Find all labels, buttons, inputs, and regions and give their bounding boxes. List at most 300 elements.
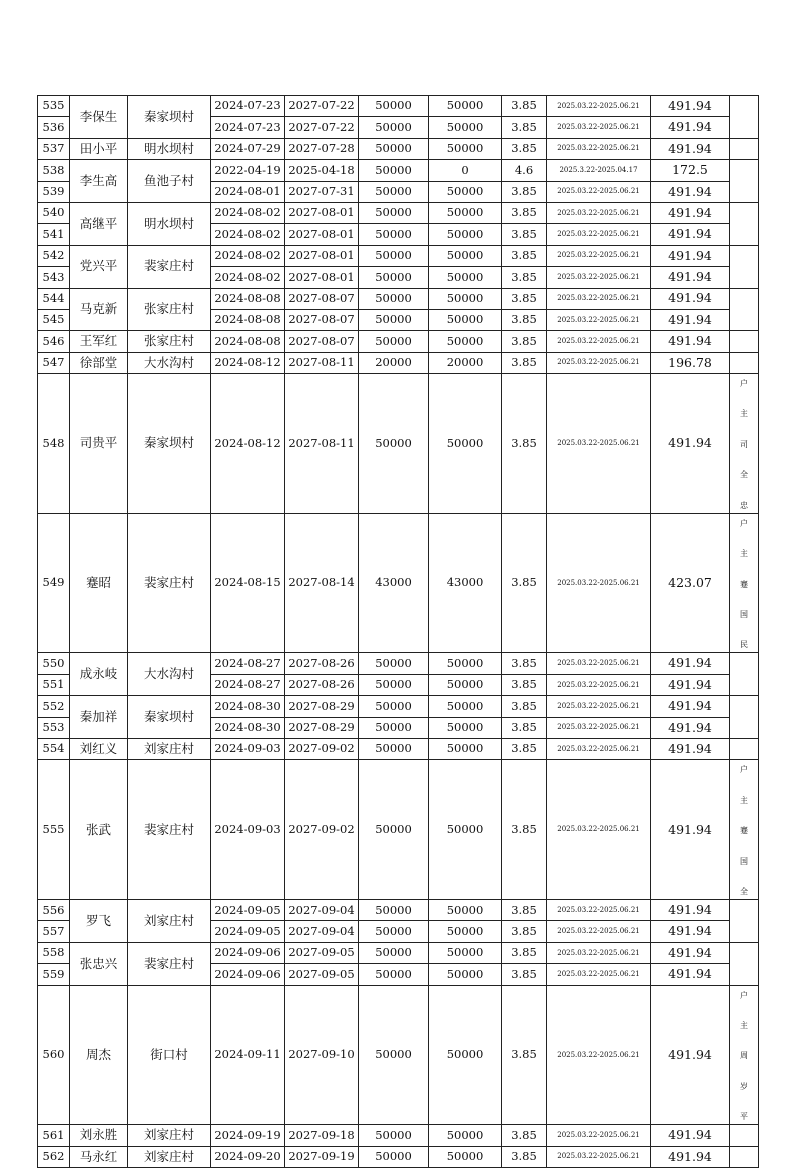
cell-rate: 3.85 [502,352,547,373]
cell-no: 549 [38,513,70,653]
cell-end: 2027-08-29 [285,696,359,717]
cell-end: 2027-09-05 [285,942,359,963]
cell-no: 542 [38,245,70,266]
cell-balance: 50000 [429,224,502,245]
cell-village: 裴家庄村 [128,760,211,900]
cell-rate: 3.85 [502,374,547,514]
cell-balance: 50000 [429,985,502,1125]
cell-end: 2027-08-26 [285,674,359,695]
cell-village: 刘家庄村 [128,1125,211,1146]
cell-end: 2027-08-26 [285,653,359,674]
cell-rate: 3.85 [502,245,547,266]
cell-balance: 20000 [429,352,502,373]
cell-rate: 3.85 [502,288,547,309]
cell-balance: 50000 [429,331,502,352]
cell-interest: 491.94 [651,739,730,760]
cell-end: 2027-09-18 [285,1125,359,1146]
cell-village: 刘家庄村 [128,739,211,760]
cell-start: 2024-08-08 [211,309,285,330]
cell-loan: 50000 [359,760,429,900]
cell-name: 王军红 [70,331,128,352]
cell-village: 大水沟村 [128,653,211,696]
cell-end: 2027-07-22 [285,117,359,138]
cell-no: 559 [38,964,70,985]
cell-end: 2027-08-07 [285,309,359,330]
cell-period: 2025.03.22-2025.06.21 [547,374,651,514]
cell-name: 田小平 [70,138,128,159]
cell-no: 541 [38,224,70,245]
cell-start: 2024-07-29 [211,138,285,159]
cell-no: 537 [38,138,70,159]
cell-start: 2024-08-08 [211,331,285,352]
cell-period: 2025.03.22-2025.06.21 [547,513,651,653]
cell-end: 2027-08-01 [285,202,359,223]
cell-period: 2025.03.22-2025.06.21 [547,288,651,309]
cell-balance: 50000 [429,674,502,695]
cell-start: 2024-07-23 [211,96,285,117]
cell-no: 538 [38,160,70,181]
cell-remark [730,331,759,352]
cell-village: 街口村 [128,985,211,1125]
cell-rate: 3.85 [502,309,547,330]
cell-loan: 50000 [359,739,429,760]
cell-end: 2027-09-19 [285,1146,359,1167]
cell-balance: 50000 [429,1125,502,1146]
cell-interest: 491.94 [651,964,730,985]
table-row [38,760,759,900]
cell-loan: 50000 [359,160,429,181]
cell-no: 560 [38,985,70,1125]
cell-period: 2025.03.22-2025.06.21 [547,202,651,223]
cell-balance: 50000 [429,117,502,138]
cell-no: 544 [38,288,70,309]
cell-end: 2027-08-11 [285,352,359,373]
cell-end: 2027-09-04 [285,921,359,942]
cell-remark: 户 主 蹇 国 民 [730,513,759,653]
cell-name: 马永红 [70,1146,128,1167]
cell-start: 2024-09-19 [211,1125,285,1146]
cell-balance: 50000 [429,374,502,514]
cell-interest: 491.94 [651,900,730,921]
cell-period: 2025.03.22-2025.06.21 [547,1125,651,1146]
cell-name: 司贵平 [70,374,128,514]
cell-end: 2027-09-02 [285,739,359,760]
cell-no: 556 [38,900,70,921]
cell-start: 2024-08-08 [211,288,285,309]
cell-no: 548 [38,374,70,514]
cell-village: 裴家庄村 [128,942,211,985]
table-row [38,96,759,117]
cell-period: 2025.03.22-2025.06.21 [547,717,651,738]
cell-interest: 196.78 [651,352,730,373]
table-row [38,696,759,717]
cell-village: 张家庄村 [128,331,211,352]
cell-interest: 172.5 [651,160,730,181]
cell-period: 2025.03.22-2025.06.21 [547,985,651,1125]
cell-end: 2027-07-28 [285,138,359,159]
cell-start: 2024-08-30 [211,696,285,717]
table-row [38,1125,759,1146]
cell-rate: 3.85 [502,181,547,202]
cell-period: 2025.03.22-2025.06.21 [547,942,651,963]
cell-period: 2025.03.22-2025.06.21 [547,96,651,117]
cell-no: 557 [38,921,70,942]
cell-start: 2024-08-27 [211,653,285,674]
cell-loan: 43000 [359,513,429,653]
cell-loan: 50000 [359,181,429,202]
cell-name: 李保生 [70,96,128,139]
cell-start: 2024-08-01 [211,181,285,202]
cell-start: 2024-08-02 [211,202,285,223]
cell-no: 551 [38,674,70,695]
cell-interest: 491.94 [651,696,730,717]
cell-balance: 50000 [429,288,502,309]
cell-end: 2027-07-22 [285,96,359,117]
cell-rate: 3.85 [502,717,547,738]
table-row [38,653,759,674]
cell-rate: 3.85 [502,653,547,674]
cell-no: 539 [38,181,70,202]
table-row [38,985,759,1125]
cell-start: 2024-09-05 [211,921,285,942]
cell-balance: 50000 [429,900,502,921]
cell-end: 2025-04-18 [285,160,359,181]
table-row [38,160,759,181]
loan-interest-table [37,95,759,1168]
table-row [38,138,759,159]
cell-interest: 491.94 [651,921,730,942]
cell-interest: 491.94 [651,653,730,674]
cell-rate: 4.6 [502,160,547,181]
cell-no: 555 [38,760,70,900]
cell-start: 2022-04-19 [211,160,285,181]
cell-rate: 3.85 [502,1146,547,1167]
cell-loan: 20000 [359,352,429,373]
cell-name: 蹇昭 [70,513,128,653]
cell-period: 2025.03.22-2025.06.21 [547,138,651,159]
cell-name: 李生高 [70,160,128,203]
cell-period: 2025.03.22-2025.06.21 [547,1146,651,1167]
cell-start: 2024-09-06 [211,942,285,963]
table-row [38,1146,759,1167]
cell-interest: 491.94 [651,985,730,1125]
table-row [38,900,759,921]
cell-interest: 491.94 [651,288,730,309]
cell-name: 张武 [70,760,128,900]
cell-rate: 3.85 [502,267,547,288]
cell-loan: 50000 [359,653,429,674]
cell-interest: 491.94 [651,267,730,288]
cell-name: 刘永胜 [70,1125,128,1146]
cell-village: 张家庄村 [128,288,211,331]
cell-interest: 491.94 [651,245,730,266]
cell-interest: 491.94 [651,309,730,330]
cell-period: 2025.03.22-2025.06.21 [547,352,651,373]
cell-end: 2027-09-04 [285,900,359,921]
cell-start: 2024-07-23 [211,117,285,138]
cell-balance: 50000 [429,739,502,760]
cell-name: 秦加祥 [70,696,128,739]
cell-village: 裴家庄村 [128,513,211,653]
cell-remark [730,245,759,288]
cell-end: 2027-09-02 [285,760,359,900]
cell-interest: 491.94 [651,117,730,138]
cell-balance: 50000 [429,267,502,288]
cell-name: 党兴平 [70,245,128,288]
cell-name: 张忠兴 [70,942,128,985]
cell-period: 2025.03.22-2025.06.21 [547,267,651,288]
cell-interest: 491.94 [651,1125,730,1146]
cell-rate: 3.85 [502,739,547,760]
cell-loan: 50000 [359,96,429,117]
cell-end: 2027-08-11 [285,374,359,514]
cell-no: 558 [38,942,70,963]
cell-village: 刘家庄村 [128,1146,211,1167]
cell-remark [730,96,759,139]
cell-period: 2025.3.22-2025.04.17 [547,160,651,181]
table-row [38,288,759,309]
cell-end: 2027-07-31 [285,181,359,202]
cell-loan: 50000 [359,117,429,138]
cell-period: 2025.03.22-2025.06.21 [547,739,651,760]
table-row [38,202,759,223]
table-row [38,331,759,352]
cell-loan: 50000 [359,138,429,159]
cell-balance: 0 [429,160,502,181]
cell-start: 2024-08-30 [211,717,285,738]
cell-interest: 491.94 [651,717,730,738]
cell-balance: 50000 [429,760,502,900]
cell-rate: 3.85 [502,331,547,352]
cell-end: 2027-08-29 [285,717,359,738]
cell-loan: 50000 [359,921,429,942]
cell-remark: 户 主 周 岁 平 [730,985,759,1125]
cell-period: 2025.03.22-2025.06.21 [547,181,651,202]
cell-rate: 3.85 [502,985,547,1125]
cell-no: 553 [38,717,70,738]
cell-remark [730,1146,759,1167]
cell-loan: 50000 [359,202,429,223]
cell-remark [730,942,759,985]
table-row [38,513,759,653]
cell-end: 2027-08-14 [285,513,359,653]
cell-loan: 50000 [359,674,429,695]
cell-no: 550 [38,653,70,674]
cell-start: 2024-08-15 [211,513,285,653]
cell-interest: 491.94 [651,96,730,117]
cell-period: 2025.03.22-2025.06.21 [547,653,651,674]
cell-period: 2025.03.22-2025.06.21 [547,921,651,942]
cell-rate: 3.85 [502,900,547,921]
cell-remark [730,288,759,331]
cell-no: 546 [38,331,70,352]
cell-balance: 50000 [429,964,502,985]
cell-remark [730,900,759,943]
cell-rate: 3.85 [502,117,547,138]
cell-period: 2025.03.22-2025.06.21 [547,245,651,266]
cell-start: 2024-09-06 [211,964,285,985]
cell-loan: 50000 [359,900,429,921]
cell-balance: 50000 [429,309,502,330]
cell-no: 547 [38,352,70,373]
cell-loan: 50000 [359,985,429,1125]
cell-remark [730,696,759,739]
cell-name: 高继平 [70,202,128,245]
cell-village: 鱼池子村 [128,160,211,203]
cell-rate: 3.85 [502,760,547,900]
cell-rate: 3.85 [502,138,547,159]
cell-interest: 491.94 [651,181,730,202]
cell-loan: 50000 [359,245,429,266]
cell-loan: 50000 [359,696,429,717]
cell-end: 2027-09-10 [285,985,359,1125]
cell-balance: 50000 [429,921,502,942]
cell-remark [730,138,759,159]
table-row [38,942,759,963]
cell-rate: 3.85 [502,202,547,223]
cell-balance: 50000 [429,138,502,159]
cell-no: 552 [38,696,70,717]
cell-name: 刘红义 [70,739,128,760]
cell-start: 2024-08-27 [211,674,285,695]
cell-balance: 50000 [429,696,502,717]
cell-loan: 50000 [359,224,429,245]
cell-remark: 户 主 司 全 忠 [730,374,759,514]
cell-start: 2024-09-03 [211,760,285,900]
cell-loan: 50000 [359,267,429,288]
cell-village: 刘家庄村 [128,900,211,943]
cell-no: 554 [38,739,70,760]
cell-no: 561 [38,1125,70,1146]
cell-period: 2025.03.22-2025.06.21 [547,964,651,985]
cell-balance: 50000 [429,96,502,117]
cell-interest: 491.94 [651,374,730,514]
cell-village: 明水坝村 [128,202,211,245]
cell-village: 秦家坝村 [128,96,211,139]
cell-no: 535 [38,96,70,117]
cell-loan: 50000 [359,331,429,352]
cell-period: 2025.03.22-2025.06.21 [547,696,651,717]
cell-balance: 50000 [429,245,502,266]
cell-period: 2025.03.22-2025.06.21 [547,331,651,352]
cell-period: 2025.03.22-2025.06.21 [547,900,651,921]
table-row [38,245,759,266]
cell-period: 2025.03.22-2025.06.21 [547,760,651,900]
cell-rate: 3.85 [502,96,547,117]
cell-rate: 3.85 [502,964,547,985]
cell-interest: 491.94 [651,760,730,900]
cell-start: 2024-08-02 [211,267,285,288]
cell-loan: 50000 [359,374,429,514]
cell-balance: 50000 [429,717,502,738]
cell-no: 545 [38,309,70,330]
cell-no: 562 [38,1146,70,1167]
cell-remark [730,202,759,245]
cell-village: 秦家坝村 [128,696,211,739]
cell-end: 2027-09-05 [285,964,359,985]
cell-start: 2024-08-02 [211,245,285,266]
cell-interest: 491.94 [651,942,730,963]
cell-remark [730,352,759,373]
cell-start: 2024-09-11 [211,985,285,1125]
cell-name: 罗飞 [70,900,128,943]
cell-period: 2025.03.22-2025.06.21 [547,309,651,330]
cell-end: 2027-08-01 [285,224,359,245]
cell-village: 明水坝村 [128,138,211,159]
cell-remark [730,653,759,696]
cell-rate: 3.85 [502,674,547,695]
cell-name: 周杰 [70,985,128,1125]
cell-balance: 50000 [429,181,502,202]
cell-rate: 3.85 [502,921,547,942]
cell-start: 2024-08-12 [211,352,285,373]
cell-loan: 50000 [359,1146,429,1167]
cell-name: 徐部堂 [70,352,128,373]
cell-start: 2024-08-12 [211,374,285,514]
cell-interest: 423.07 [651,513,730,653]
cell-remark [730,739,759,760]
cell-loan: 50000 [359,309,429,330]
cell-end: 2027-08-07 [285,288,359,309]
cell-interest: 491.94 [651,331,730,352]
cell-loan: 50000 [359,288,429,309]
table-row [38,739,759,760]
cell-remark [730,1125,759,1146]
cell-balance: 43000 [429,513,502,653]
cell-period: 2025.03.22-2025.06.21 [547,674,651,695]
cell-village: 秦家坝村 [128,374,211,514]
table-row [38,352,759,373]
cell-rate: 3.85 [502,942,547,963]
cell-loan: 50000 [359,964,429,985]
cell-end: 2027-08-01 [285,267,359,288]
cell-name: 成永岐 [70,653,128,696]
cell-start: 2024-08-02 [211,224,285,245]
cell-end: 2027-08-07 [285,331,359,352]
cell-no: 540 [38,202,70,223]
cell-interest: 491.94 [651,138,730,159]
cell-remark: 户 主 蹇 国 全 [730,760,759,900]
cell-interest: 491.94 [651,202,730,223]
cell-name: 马克新 [70,288,128,331]
cell-village: 裴家庄村 [128,245,211,288]
cell-balance: 50000 [429,653,502,674]
cell-balance: 50000 [429,942,502,963]
cell-interest: 491.94 [651,1146,730,1167]
cell-start: 2024-09-05 [211,900,285,921]
cell-rate: 3.85 [502,224,547,245]
table-row [38,374,759,514]
table-body [38,96,759,1168]
cell-loan: 50000 [359,1125,429,1146]
cell-period: 2025.03.22-2025.06.21 [547,224,651,245]
cell-interest: 491.94 [651,224,730,245]
cell-interest: 491.94 [651,674,730,695]
cell-rate: 3.85 [502,696,547,717]
cell-loan: 50000 [359,942,429,963]
cell-period: 2025.03.22-2025.06.21 [547,117,651,138]
cell-loan: 50000 [359,717,429,738]
cell-rate: 3.85 [502,513,547,653]
cell-end: 2027-08-01 [285,245,359,266]
cell-remark [730,160,759,203]
cell-balance: 50000 [429,1146,502,1167]
cell-start: 2024-09-20 [211,1146,285,1167]
cell-no: 536 [38,117,70,138]
cell-no: 543 [38,267,70,288]
cell-village: 大水沟村 [128,352,211,373]
cell-start: 2024-09-03 [211,739,285,760]
